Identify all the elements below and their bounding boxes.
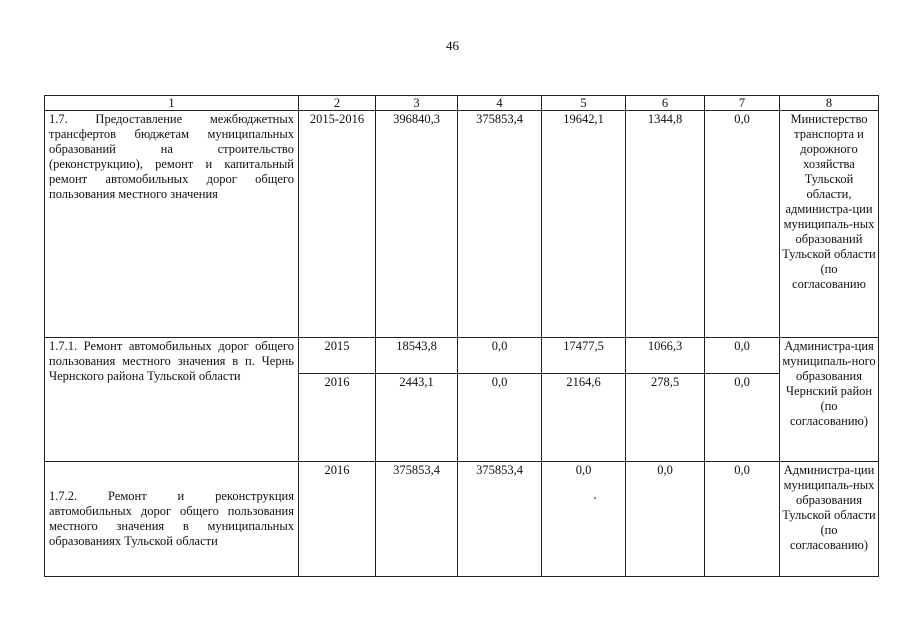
header-col-6: 6: [626, 96, 705, 111]
table-row: [45, 462, 879, 577]
cell-col4: 375853,4: [458, 462, 542, 577]
cell-total: 396840,3: [376, 111, 458, 338]
header-col-1: 1: [45, 96, 299, 111]
header-col-2: 2: [299, 96, 376, 111]
table-row: [45, 111, 879, 338]
cell-total: 375853,4: [376, 462, 458, 577]
cell-col7: 0,0: [705, 374, 780, 462]
cell-year: 2016: [299, 462, 376, 577]
table-row: [45, 338, 879, 374]
cell-col6: 0,0: [626, 462, 705, 577]
cell-col6: 278,5: [626, 374, 705, 462]
cell-col4: 0,0: [458, 338, 542, 374]
row-description: 1.7. Предоставление межбюджетных трансфертов бюджетам муниципальных образований на строительство (реконструкцию), ремонт и капитальный ремонт автомобильных дорог общего пользования местного значения: [45, 111, 299, 338]
header-row: [45, 96, 879, 111]
cell-col5: 17477,5: [542, 338, 626, 374]
cell-year: 2015: [299, 338, 376, 374]
cell-total: 2443,1: [376, 374, 458, 462]
header-col-7: 7: [705, 96, 780, 111]
cell-total: 18543,8: [376, 338, 458, 374]
cell-year: 2015-2016: [299, 111, 376, 338]
header-col-4: 4: [458, 96, 542, 111]
row-description: 1.7.2. Ремонт и реконструкция автомобильных дорог общего пользования местного значения в муниципальных образованиях Тульской области: [45, 462, 299, 577]
cell-col4: 0,0: [458, 374, 542, 462]
cell-col7: 0,0: [705, 462, 780, 577]
page-number: 46: [446, 38, 459, 53]
header-col-3: 3: [376, 96, 458, 111]
budget-table: [44, 95, 879, 577]
cell-col7: 0,0: [705, 338, 780, 374]
cell-col7: 0,0: [705, 111, 780, 338]
cell-col5: 2164,6: [542, 374, 626, 462]
cell-responsible: Администра-ция муниципаль-ного образования Чернский район (по согласованию): [780, 338, 879, 462]
row-description: 1.7.1. Ремонт автомобильных дорог общего пользования местного значения в п. Чернь Чернского района Тульской области: [45, 338, 299, 462]
cell-responsible: Администра-ции муниципаль-ных образования Тульской области (по согласованию): [780, 462, 879, 577]
cell-responsible: Министерство транспорта и дорожного хозяйства Тульской области, администра-ции муниципаль-ных образований Тульской области (по согласованию: [780, 111, 879, 338]
header-col-8: 8: [780, 96, 879, 111]
cell-col4: 375853,4: [458, 111, 542, 338]
scan-speck: [594, 497, 596, 499]
cell-col6: 1066,3: [626, 338, 705, 374]
cell-col6: 1344,8: [626, 111, 705, 338]
cell-year: 2016: [299, 374, 376, 462]
header-col-5: 5: [542, 96, 626, 111]
cell-col5: 19642,1: [542, 111, 626, 338]
cell-col5: 0,0: [542, 462, 626, 577]
